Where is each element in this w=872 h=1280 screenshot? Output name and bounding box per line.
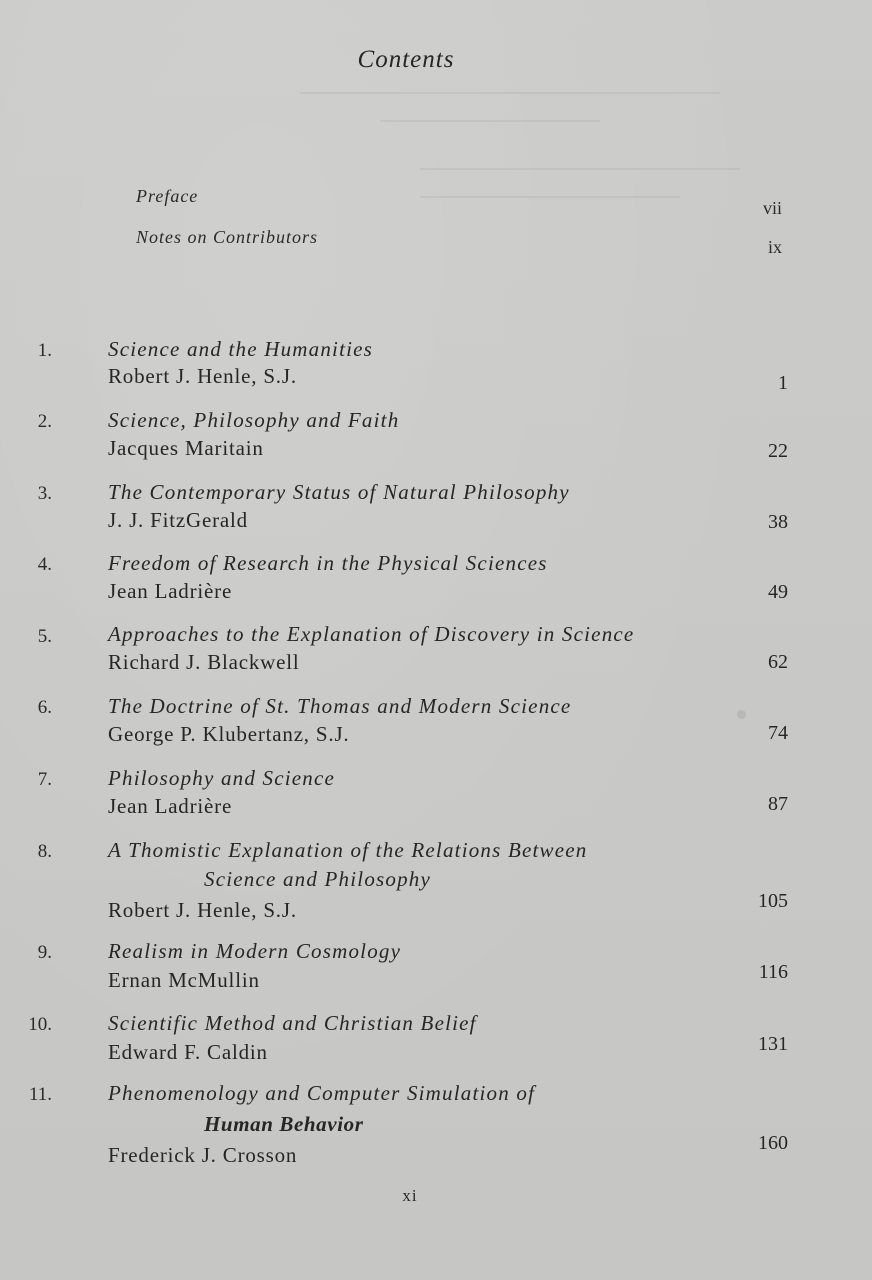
chapter-author: Edward F. Caldin — [108, 1040, 268, 1064]
chapter-author: Jean Ladrière — [108, 579, 233, 603]
chapter-title: A Thomistic Explanation of the Relations Between — [108, 838, 588, 862]
front-matter-contributors-page: ix — [767, 237, 782, 257]
chapter-number: 1. — [37, 340, 52, 361]
page-title: Contents — [357, 46, 455, 73]
chapter-author: Jean Ladrière — [108, 794, 233, 818]
chapter-number: 6. — [37, 697, 52, 718]
chapter-title: Science, Philosophy and Faith — [108, 408, 400, 432]
chapter-page: 22 — [768, 440, 788, 462]
chapter-author: Richard J. Blackwell — [108, 650, 300, 674]
bleed-through-line — [420, 196, 680, 198]
chapter-author: Ernan McMullin — [108, 968, 260, 992]
paper-speck — [737, 710, 746, 719]
chapter-title: The Contemporary Status of Natural Philosophy — [108, 480, 570, 504]
bleed-through-line — [300, 92, 720, 94]
chapter-page: 116 — [758, 961, 788, 983]
chapter-title: Phenomenology and Computer Simulation of — [108, 1081, 536, 1105]
chapter-page: 38 — [768, 511, 788, 533]
chapter-page: 131 — [758, 1033, 788, 1055]
bleed-through-line — [380, 120, 600, 122]
chapter-page: 87 — [768, 793, 788, 815]
page-folio: xi — [402, 1186, 418, 1205]
chapter-author: Frederick J. Crosson — [108, 1143, 298, 1167]
chapter-title: Scientific Method and Christian Belief — [108, 1011, 477, 1035]
chapter-number: 3. — [37, 483, 52, 504]
chapter-title-continuation: Human Behavior — [204, 1112, 364, 1136]
chapter-author: Jacques Maritain — [108, 436, 264, 460]
chapter-author: J. J. FitzGerald — [108, 508, 248, 532]
chapter-page: 105 — [758, 890, 788, 912]
chapter-page: 1 — [778, 372, 788, 394]
chapter-title: The Doctrine of St. Thomas and Modern Science — [108, 694, 572, 718]
chapter-page: 74 — [768, 722, 788, 744]
front-matter-contributors-title: Notes on Contributors — [136, 227, 319, 247]
chapter-title: Realism in Modern Cosmology — [108, 939, 402, 963]
chapter-page: 160 — [758, 1132, 788, 1154]
chapter-author: Robert J. Henle, S.J. — [108, 898, 297, 922]
chapter-number: 11. — [28, 1084, 52, 1105]
chapter-page: 62 — [768, 651, 788, 673]
chapter-number: 4. — [37, 554, 52, 575]
chapter-number: 9. — [37, 942, 52, 963]
chapter-page: 49 — [768, 581, 788, 603]
chapter-number: 7. — [37, 769, 52, 790]
chapter-title: Approaches to the Explanation of Discovery in Science — [108, 622, 635, 646]
chapter-title: Freedom of Research in the Physical Sciences — [108, 551, 548, 575]
chapter-author: George P. Klubertanz, S.J. — [108, 722, 350, 746]
bleed-through-line — [420, 168, 740, 170]
chapter-number: 10. — [28, 1014, 52, 1035]
chapter-title: Science and the Humanities — [108, 337, 374, 361]
chapter-number: 8. — [37, 841, 52, 862]
front-matter-preface-page: vii — [762, 198, 782, 218]
chapter-number: 5. — [37, 626, 52, 647]
chapter-author: Robert J. Henle, S.J. — [108, 364, 297, 388]
front-matter-preface-title: Preface — [136, 186, 199, 206]
chapter-number: 2. — [37, 411, 52, 432]
chapter-title-continuation: Science and Philosophy — [204, 867, 432, 891]
chapter-title: Philosophy and Science — [108, 766, 336, 790]
